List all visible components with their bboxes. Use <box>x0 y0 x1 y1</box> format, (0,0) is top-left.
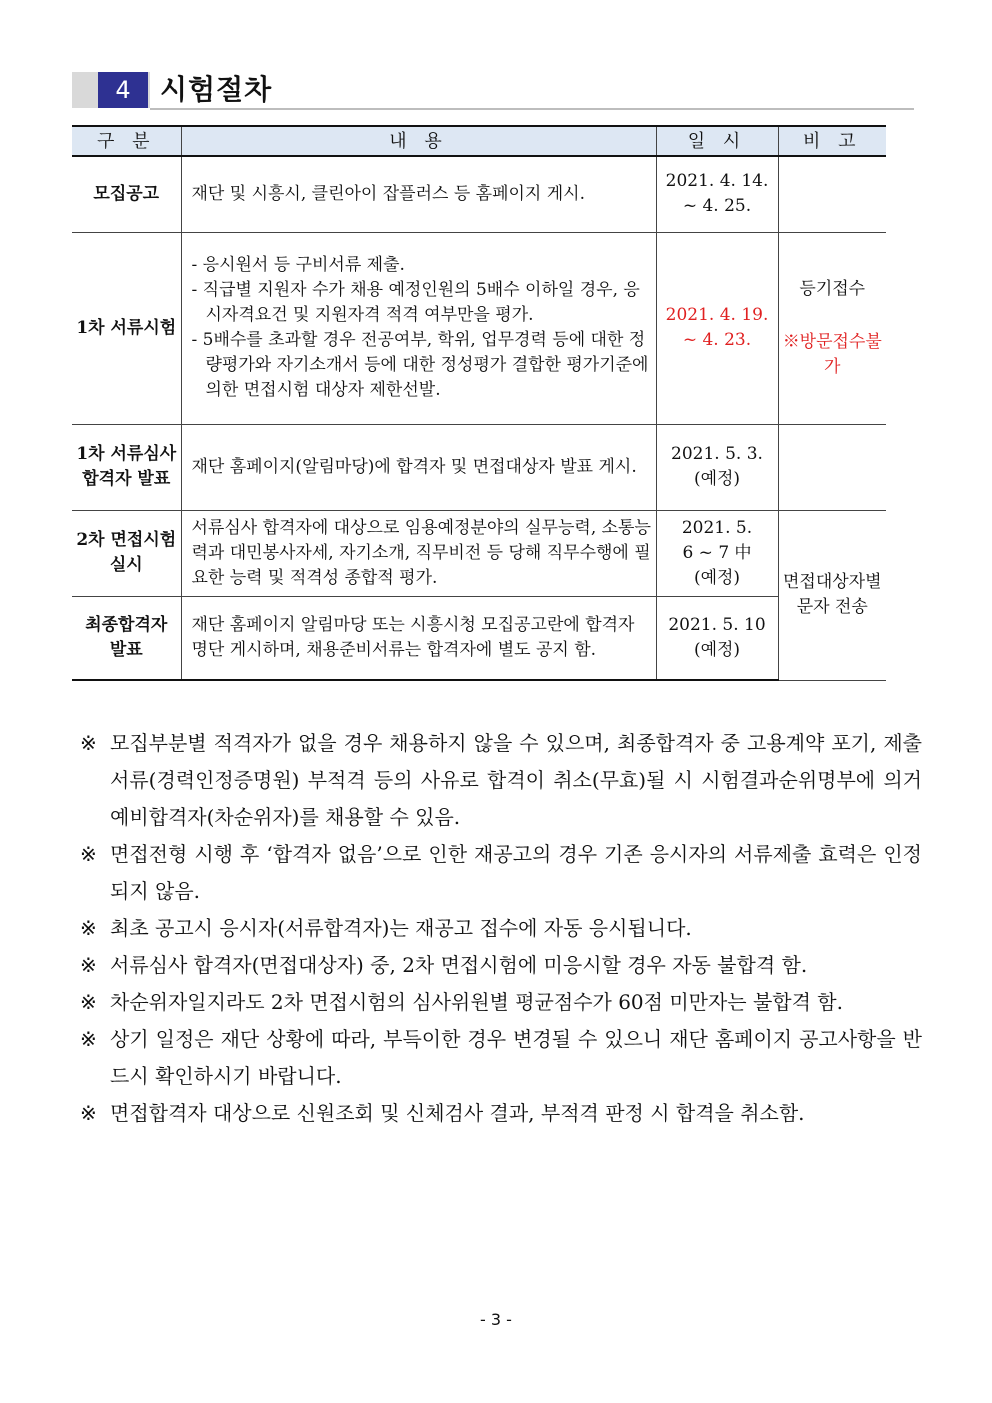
list-item <box>80 1095 922 1132</box>
note-text: 최초 공고시 응시자(서류합격자)는 재공고 접수에 자동 응시됩니다. <box>110 916 692 940</box>
section-heading <box>72 70 914 110</box>
list-item <box>80 947 922 984</box>
note-mark: ※ <box>80 990 97 1014</box>
header-content: 내 용 <box>181 126 656 156</box>
page-number: - 3 - <box>480 1310 512 1329</box>
list-item <box>80 725 922 836</box>
note-text: 면접합격자 대상으로 신원조회 및 신체검사 결과, 부적격 판정 시 합격을 취소함. <box>110 1101 805 1125</box>
content-item: - 직급별 지원자 수가 채용 예정인원의 5배수 이하일 경우, 응시자격요건 및 지원자격 적격 여부만을 평가. <box>191 280 640 325</box>
row-note: 면접대상자별 문자 전송 <box>778 510 886 680</box>
table-row <box>72 596 886 680</box>
table-row <box>72 510 886 596</box>
note-mark: ※ <box>80 1027 97 1051</box>
note-text: 상기 일정은 재단 상황에 따라, 부득이한 경우 변경될 수 있으니 재단 홈페이지 공고사항을 반드시 확인하시기 바랍니다. <box>110 1027 922 1088</box>
note-text: 서류심사 합격자(면접대상자) 중, 2차 면접시험에 미응시할 경우 자동 불합격 함. <box>110 953 808 977</box>
note-mark: ※ <box>80 953 97 977</box>
table-row <box>72 232 886 424</box>
row-label: 1차 서류시험 <box>72 232 181 424</box>
note-text: 차순위자일지라도 2차 면접시험의 심사위원별 평균점수가 60점 미만자는 불합격 함. <box>110 990 843 1014</box>
notice-list <box>80 725 922 1132</box>
list-item <box>80 836 922 910</box>
row-label: 모집공고 <box>72 156 181 232</box>
row-label: 1차 서류심사 합격자 발표 <box>72 424 181 510</box>
table-header-row <box>72 126 886 156</box>
section-number: 4 <box>98 72 148 108</box>
note-text: 면접전형 시행 후 ‘합격자 없음’으로 인한 재공고의 경우 기존 응시자의 서류제출 효력은 인정되지 않음. <box>110 842 922 903</box>
note-mark: ※ <box>80 1101 97 1125</box>
row-date: 2021. 5. 3. (예정) <box>656 424 778 510</box>
note-mark: ※ <box>80 842 97 866</box>
section-heading-rule <box>150 108 914 110</box>
row-note <box>778 424 886 510</box>
table-row <box>72 424 886 510</box>
row-content: 재단 홈페이지 알림마당 또는 시흥시청 모집공고란에 합격자 명단 게시하며, 채용준비서류는 합격자에 별도 공지 함. <box>181 596 656 680</box>
row-date: 2021. 4. 14. ~ 4. 25. <box>656 156 778 232</box>
row-date: 2021. 5. 6 ~ 7 中 (예정) <box>656 510 778 596</box>
row-content <box>181 232 656 424</box>
header-date: 일 시 <box>656 126 778 156</box>
content-item: - 5배수를 초과할 경우 전공여부, 학위, 업무경력 등에 대한 정량평가와 자기소개서 등에 대한 정성평가 결합한 평가기준에 의한 면접시험 대상자 제한선발. <box>191 330 649 400</box>
row-note <box>778 232 886 424</box>
section-title: 시험절차 <box>160 73 273 106</box>
note-mark: ※ <box>80 731 97 755</box>
note-no-visit: ※방문접수불가 <box>782 331 882 377</box>
note-text: 모집부분별 적격자가 없을 경우 채용하지 않을 수 있으며, 최종합격자 중 고용계약 포기, 제출서류(경력인정증명원) 부적격 등의 사유로 합격이 취소(무효)될 시 시험결과순위명부에 의거 예비합격자(차순위자)를 채용할 수 있음. <box>110 731 922 829</box>
content-item: - 응시원서 등 구비서류 제출. <box>191 255 405 275</box>
row-content: 재단 홈페이지(알림마당)에 합격자 및 면접대상자 발표 게시. <box>181 424 656 510</box>
table-row <box>72 156 886 232</box>
list-item <box>80 910 922 947</box>
list-item <box>80 1021 922 1095</box>
row-date: 2021. 5. 10 (예정) <box>656 596 778 680</box>
list-item <box>80 984 922 1021</box>
row-content: 서류심사 합격자에 대상으로 임용예정분야의 실무능력, 소통능력과 대민봉사자세, 자기소개, 직무비전 등 당해 직무수행에 필요한 능력 및 적격성 종합적 평가. <box>181 510 656 596</box>
row-date: 2021. 4. 19. ~ 4. 23. <box>656 232 778 424</box>
row-label: 2차 면접시험 실시 <box>72 510 181 596</box>
row-content: 재단 및 시흥시, 클린아이 잡플러스 등 홈페이지 게시. <box>181 156 656 232</box>
note-mark: ※ <box>80 916 97 940</box>
row-note <box>778 156 886 232</box>
note-registered-mail: 등기접수 <box>799 278 866 299</box>
row-label: 최종합격자 발표 <box>72 596 181 680</box>
header-remarks: 비 고 <box>778 126 886 156</box>
header-category: 구 분 <box>72 126 181 156</box>
exam-procedure-table <box>72 125 886 681</box>
